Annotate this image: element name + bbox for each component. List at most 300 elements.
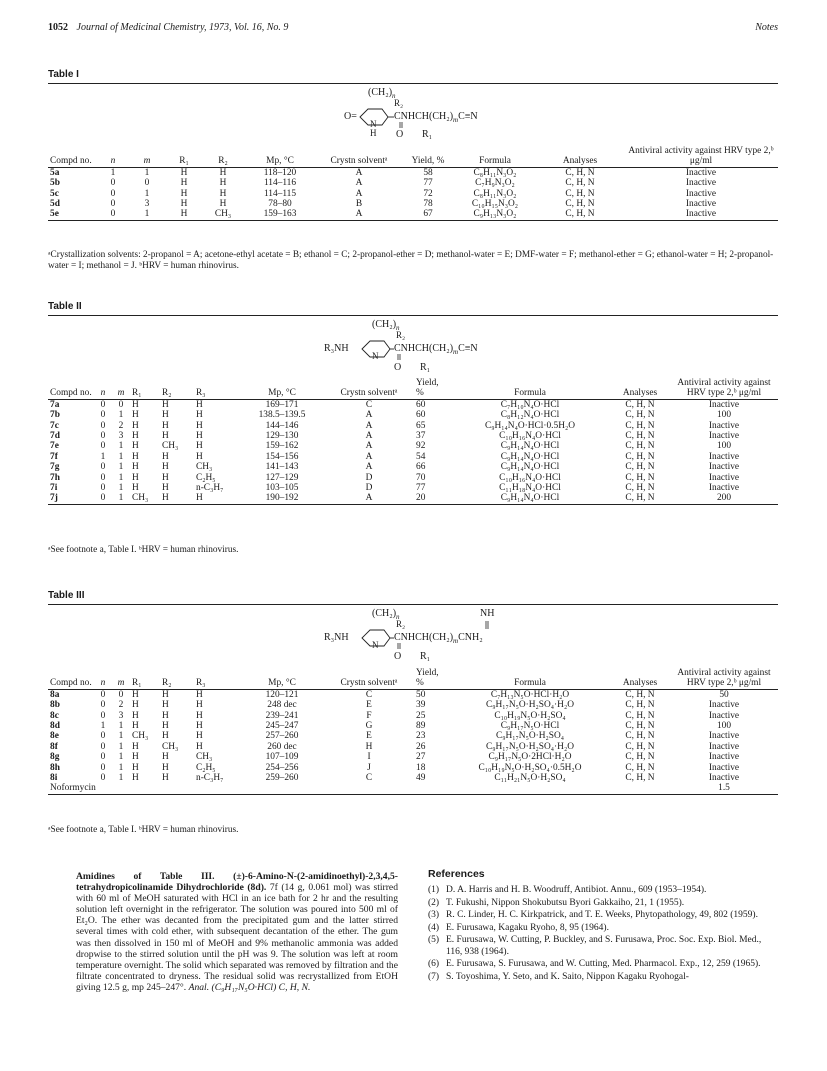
cell-activity: Inactive	[685, 199, 717, 210]
table1-h-label: H	[370, 128, 377, 138]
cell-r2: H	[162, 472, 169, 483]
cell-r2: H	[219, 199, 227, 210]
reference-number: (4)	[428, 922, 440, 933]
table-row	[48, 731, 778, 741]
table1-header-n: n	[98, 146, 128, 167]
cell-compd: 5a	[50, 167, 60, 178]
cell-formula: C₇H₁₃N₅O·HCl·H₂O	[490, 689, 570, 700]
cell-r1: H	[132, 689, 139, 700]
cell-analyses: C, H, N	[565, 167, 595, 178]
cell-activity: Inactive	[624, 209, 778, 220]
cell-solvent: A	[316, 209, 402, 220]
table3-top-rule	[48, 604, 778, 605]
cell-m: 1	[118, 752, 124, 763]
cell-yield: 77	[416, 483, 426, 494]
cell-compd: 8g	[50, 752, 60, 763]
reference-item	[428, 959, 778, 970]
table2-r3nh-label: R₃NH	[324, 343, 349, 354]
cell-compd: 7h	[50, 472, 60, 483]
cell-compd: 8c	[50, 710, 59, 721]
table-row	[48, 763, 778, 773]
reference-item	[428, 910, 778, 921]
cell-analyses: C, H, N	[565, 178, 595, 189]
cell-solvent: A	[365, 462, 373, 473]
cell-activity: 100	[716, 441, 732, 452]
cell-m: 1	[118, 741, 124, 752]
table-row	[48, 689, 778, 700]
table-row	[48, 711, 778, 721]
cell-mp: 144–146	[265, 420, 299, 431]
cell-activity: Inactive	[708, 472, 740, 483]
cell-activity: Inactive	[685, 167, 717, 178]
table1-header-compd: Compd no.	[48, 146, 98, 167]
cell-analyses: C, H, N	[610, 493, 670, 504]
cell-analyses: C, H, N	[565, 188, 595, 199]
references-heading: References	[428, 868, 485, 880]
table3-header-compd: Compd no.	[48, 668, 94, 689]
cell-formula: C₉H₁₇N₅O·HCl	[500, 721, 560, 732]
table1-header-m: m	[128, 146, 166, 167]
cell-r2: CH₃	[162, 441, 179, 452]
cell-yield: 92	[416, 441, 426, 452]
table1-header-yield: Yield, %	[402, 146, 454, 167]
cell-formula: C₇H₉N₃O₂	[475, 178, 515, 189]
table2-ring-n: N	[372, 351, 379, 361]
cell-m: 0	[144, 178, 150, 189]
table2-header-solvent: Crystn solventᵃ	[324, 378, 414, 399]
cell-yield: 72	[423, 188, 433, 199]
table-row	[48, 178, 778, 188]
table3-footnote: ᵃSee footnote a, Table I. ᵇHRV = human rhinovirus.	[48, 825, 239, 835]
cell-m: 1	[144, 167, 150, 178]
table1-header-r2: R₂	[202, 146, 244, 167]
table3-header-yield: Yield, %	[414, 668, 450, 689]
cell-r1: H	[132, 420, 139, 431]
cell-m: 3	[118, 431, 124, 442]
table2-header-analyses: Analyses	[610, 378, 670, 399]
table-row	[48, 189, 778, 199]
cell-formula: C₉H₁₇N₅O·2HCl·H₂O	[488, 752, 572, 763]
reference-number: (5)	[428, 935, 440, 946]
cell-m: 1	[128, 209, 166, 220]
cell-mp: 118–120	[263, 167, 297, 178]
cell-yield: 49	[416, 773, 426, 784]
cell-r1: H	[132, 451, 139, 462]
table3-header-activity: Antiviral activity against HRV type 2,ᵇ μg/ml	[670, 668, 778, 689]
table1-header-solvent: Crystn solventᵃ	[316, 146, 402, 167]
cell-r1: H	[180, 199, 188, 210]
cell-n: 0	[98, 209, 128, 220]
table-row	[48, 721, 778, 731]
cell-r2: H	[162, 420, 169, 431]
cell-r2: H	[162, 762, 169, 773]
cell-solvent: A	[365, 431, 373, 442]
cell-analyses: C, H, N	[625, 420, 655, 431]
cell-activity: Inactive	[708, 399, 740, 410]
cell-r2: H	[162, 710, 169, 721]
cell-n: 1	[110, 167, 116, 178]
cell-m: 1	[112, 493, 130, 504]
cell-r3: n-C₃H₇	[196, 483, 224, 494]
table1-r2-label: R₂	[394, 98, 404, 108]
cell-n: 0	[110, 178, 116, 189]
cell-solvent: E	[366, 700, 372, 711]
table1	[48, 146, 778, 221]
cell-mp: 259–260	[265, 773, 299, 784]
cell-compd: 7a	[50, 399, 60, 410]
cell-r2: H	[162, 431, 169, 442]
cell-solvent: D	[365, 483, 373, 494]
cell-compd: 7j	[48, 493, 94, 504]
cell-solvent: J	[367, 762, 371, 773]
cell-yield: 77	[423, 178, 433, 189]
table2-footnote: ᵃSee footnote a, Table I. ᵇHRV = human rhinovirus.	[48, 545, 239, 555]
cell-formula: C₉H₁₇N₅O·H₂SO₄·H₂O	[486, 741, 574, 752]
reference-item	[428, 935, 778, 957]
cell-solvent: A	[355, 178, 363, 189]
cell-r1: CH₃	[132, 731, 149, 742]
cell-r1: H	[132, 410, 139, 421]
experimental-analysis: Anal. (C₉H₁₇N₅O·HCl) C, H, N.	[188, 981, 311, 993]
cell-compd: Noformycin	[48, 783, 670, 794]
cell-n: 0	[94, 493, 112, 504]
page-number: 1052	[48, 22, 68, 33]
cell-yield: 23	[416, 731, 426, 742]
cell-n: 0	[100, 410, 106, 421]
cell-formula: C₉H₁₄N₄O·HCl·0.5H₂O	[484, 420, 576, 431]
cell-r1: H	[132, 431, 139, 442]
cell-m: 1	[118, 472, 124, 483]
cell-yield: 60	[416, 399, 426, 410]
cell-formula: C₉H₁₄N₄O·HCl	[500, 462, 560, 473]
cell-yield: 54	[416, 451, 426, 462]
cell-compd: 5b	[50, 178, 60, 189]
cell-analyses: C, H, N	[625, 689, 655, 700]
cell-yield: 89	[416, 721, 426, 732]
cell-r1: H	[132, 399, 139, 410]
cell-m: 1	[118, 441, 124, 452]
cell-compd: 8b	[50, 700, 60, 711]
cell-activity: Inactive	[708, 752, 740, 763]
cell-r3: H	[196, 431, 203, 442]
cell-yield: 66	[416, 462, 426, 473]
cell-formula: C₉H₁₄N₄O·HCl	[500, 441, 560, 452]
cell-formula: C₁₀H₁₅N₃O₂	[471, 199, 519, 210]
cell-analyses: C, H, N	[625, 710, 655, 721]
cell-analyses: C, H, N	[625, 472, 655, 483]
cell-activity: Inactive	[708, 731, 740, 742]
cell-formula: C₇H₁₀N₄O·HCl	[500, 399, 560, 410]
table2-chain-label: $CNHCH(CH_2)_mC\equiv N$	[394, 343, 478, 356]
cell-compd: 5e	[48, 209, 98, 220]
cell-r1: H	[180, 188, 188, 199]
cell-mp: 114–115	[263, 188, 297, 199]
cell-mp: 159–162	[265, 441, 299, 452]
cell-analyses: C, H, N	[625, 441, 655, 452]
table1-top-rule	[48, 83, 778, 84]
reference-text: T. Fukushi, Nippon Shokubutsu Byori Gakkaiho, 21, 1 (1955).	[446, 897, 685, 908]
cell-m: 2	[118, 700, 124, 711]
cell-formula: C₉H₁₃N₃O₂	[454, 209, 536, 220]
table3	[48, 668, 778, 795]
table1-header-analyses: Analyses	[536, 146, 624, 167]
table1-header-formula: Formula	[454, 146, 536, 167]
cell-r2: H	[162, 731, 169, 742]
table2-header-compd: Compd no.	[48, 378, 94, 399]
cell-r2: H	[162, 689, 169, 700]
cell-r3: H	[196, 410, 203, 421]
cell-activity: Inactive	[708, 710, 740, 721]
cell-compd: 7d	[50, 431, 60, 442]
cell-solvent: E	[366, 731, 372, 742]
cell-r1: H	[132, 773, 139, 784]
cell-r3: CH₃	[196, 462, 213, 473]
reference-item	[428, 923, 778, 934]
cell-r3: H	[194, 493, 240, 504]
table3-header-r2: R₂	[160, 668, 194, 689]
cell-compd: 8f	[50, 741, 58, 752]
cell-r1: H	[132, 710, 139, 721]
cell-activity: 50	[719, 689, 729, 700]
cell-n: 0	[100, 483, 106, 494]
cell-n: 0	[100, 752, 106, 763]
table2-structure	[322, 318, 542, 380]
cell-r3: H	[196, 399, 203, 410]
table-row	[48, 493, 778, 504]
cell-r2: H	[162, 752, 169, 763]
cell-mp: 154–156	[265, 451, 299, 462]
table-row	[48, 167, 778, 178]
cell-solvent: H	[365, 741, 373, 752]
cell-mp: 190–192	[240, 493, 324, 504]
cell-analyses: C, H, N	[536, 209, 624, 220]
table3-header-mp: Mp, °C	[240, 668, 324, 689]
table3-header-r3: R₃	[194, 668, 240, 689]
table2-header-r1: R₁	[130, 378, 160, 399]
cell-yield: 37	[416, 431, 426, 442]
cell-compd: 8h	[50, 762, 60, 773]
cell-r1: H	[132, 762, 139, 773]
table-row	[48, 431, 778, 441]
cell-yield: 67	[402, 209, 454, 220]
cell-compd: 7e	[50, 441, 59, 452]
cell-r1: H	[132, 472, 139, 483]
cell-r2: H	[162, 410, 169, 421]
cell-r2: H	[162, 700, 169, 711]
table3-r2-label: R₂	[396, 619, 406, 629]
table2-header-mp: Mp, °C	[240, 378, 324, 399]
cell-analyses: C, H, N	[625, 483, 655, 494]
cell-solvent: A	[365, 441, 373, 452]
cell-n: 0	[100, 731, 106, 742]
cell-activity: Inactive	[685, 178, 717, 189]
cell-r2: H	[219, 167, 227, 178]
cell-mp: 138.5–139.5	[258, 410, 306, 421]
cell-r3: C₂H₅	[196, 762, 216, 773]
cell-r3: CH₃	[196, 752, 213, 763]
reference-number: (2)	[428, 897, 440, 908]
cell-m: 1	[118, 762, 124, 773]
cell-solvent: D	[365, 472, 373, 483]
cell-solvent: A	[365, 451, 373, 462]
table3-title: Table III	[48, 590, 85, 601]
cell-activity: Inactive	[708, 483, 740, 494]
cell-compd: 7i	[50, 483, 58, 494]
cell-n: 0	[100, 762, 106, 773]
table3-header-formula: Formula	[450, 668, 610, 689]
cell-solvent: B	[355, 199, 363, 210]
table2-header-activity: Antiviral activity against HRV type 2,ᵇ μg/ml	[670, 378, 778, 399]
cell-formula: C₉H₁₇N₅O·H₂SO₄·H₂O	[486, 700, 574, 711]
cell-compd: 5d	[50, 199, 60, 210]
cell-n: 0	[100, 741, 106, 752]
cell-r3: H	[196, 721, 203, 732]
table-row	[48, 773, 778, 783]
table2-header-r2: R₂	[160, 378, 194, 399]
cell-yield: 25	[416, 710, 426, 721]
cell-r2: H	[219, 178, 227, 189]
table-row	[48, 462, 778, 472]
cell-compd: 5c	[50, 188, 59, 199]
page-header	[48, 22, 778, 38]
cell-solvent: I	[367, 752, 371, 763]
table2-header-r3: R₃	[194, 378, 240, 399]
cell-mp: 159–163	[244, 209, 316, 220]
cell-mp: 245–247	[265, 721, 299, 732]
cell-yield: 26	[416, 741, 426, 752]
table2	[48, 378, 778, 505]
cell-mp: 107–109	[265, 752, 299, 763]
cell-r3: H	[196, 700, 203, 711]
cell-r1: H	[132, 721, 139, 732]
cell-mp: 141–143	[265, 462, 299, 473]
cell-yield: 18	[416, 762, 426, 773]
cell-r2: H	[162, 773, 169, 784]
table3-o-label: O	[394, 651, 402, 662]
reference-number: (3)	[428, 910, 440, 921]
cell-r1: H	[132, 741, 139, 752]
table-row	[48, 452, 778, 462]
reference-text: E. Furusawa, S. Furusawa, and W. Cutting, Med. Pharmacol. Exp., 12, 259 (1965).	[446, 959, 761, 970]
cell-compd: 8e	[50, 731, 59, 742]
cell-r3: H	[196, 451, 203, 462]
cell-n: 0	[100, 431, 106, 442]
cell-r1: H	[132, 752, 139, 763]
cell-r1: H	[132, 441, 139, 452]
table-row	[48, 410, 778, 420]
cell-solvent: C	[365, 773, 373, 784]
table1-ch2-label: $(CH_2)_n$	[368, 87, 396, 100]
cell-compd: 8i	[50, 773, 58, 784]
cell-formula: C₉H₁₄N₄O·HCl	[450, 493, 610, 504]
cell-r1: H	[132, 700, 139, 711]
cell-activity: Inactive	[708, 451, 740, 462]
cell-formula: C₉H₁₇N₅O·H₂SO₄	[495, 731, 565, 742]
cell-yield: 65	[416, 420, 426, 431]
cell-mp: 260 dec	[267, 741, 297, 752]
reference-text: E. Furusawa, Kagaku Ryoho, 8, 95 (1964).	[446, 922, 609, 933]
reference-text: D. A. Harris and H. B. Woodruff, Antibiot. Annu., 609 (1953–1954).	[446, 885, 707, 896]
table1-header-r1: R₁	[166, 146, 202, 167]
cell-formula: C₁₀H₁₆N₄O·HCl	[499, 431, 561, 442]
cell-m: 1	[118, 451, 124, 462]
table-row	[48, 421, 778, 431]
table1-header-activity: Antiviral activity against HRV type 2,ᵇ μg/ml	[624, 146, 778, 167]
experimental-heading: Amidines of Table III. (±)-6-Amino-N-(2-amidinoethyl)-2,3,4,5-tetrahydropicolinamide Dihydrochloride (8d).	[76, 871, 398, 894]
cell-n: 0	[100, 700, 106, 711]
table3-r3nh-label: R₃NH	[324, 632, 349, 643]
reference-number: (1)	[428, 885, 440, 896]
cell-analyses: C, H, N	[625, 410, 655, 421]
table-row-noformycin	[48, 783, 778, 794]
reference-number: (6)	[428, 959, 440, 970]
cell-mp: 254–256	[265, 762, 299, 773]
reference-item	[428, 885, 778, 896]
cell-activity: 200	[670, 493, 778, 504]
cell-m: 1	[118, 721, 124, 732]
cell-solvent: A	[355, 188, 363, 199]
cell-r3: H	[196, 710, 203, 721]
cell-n: 0	[100, 441, 106, 452]
cell-n: 0	[110, 199, 116, 210]
cell-analyses: C, H, N	[565, 199, 595, 210]
cell-solvent: A	[324, 493, 414, 504]
cell-m: 1	[118, 483, 124, 494]
cell-mp: 169–171	[265, 399, 299, 410]
table-row	[48, 209, 778, 220]
cell-activity: Inactive	[708, 773, 740, 784]
table3-header-solvent: Crystn solventᵃ	[324, 668, 414, 689]
cell-mp: 127–129	[265, 472, 299, 483]
cell-r2: H	[162, 483, 169, 494]
cell-yield: 27	[416, 752, 426, 763]
table2-r1-label: R₁	[420, 362, 431, 373]
cell-formula: C₁₀H₁₉N₅O·H₂SO₄	[494, 710, 566, 721]
table-row	[48, 473, 778, 483]
cell-analyses: C, H, N	[625, 741, 655, 752]
cell-analyses: C, H, N	[625, 431, 655, 442]
table3-structure	[322, 607, 562, 669]
cell-analyses: C, H, N	[625, 731, 655, 742]
cell-r3: n-C₃H₇	[196, 773, 224, 784]
table-row	[48, 441, 778, 451]
cell-compd: 8d	[50, 721, 60, 732]
cell-n: 1	[100, 721, 106, 732]
cell-formula: C₈H₁₁N₃O₂	[473, 167, 517, 178]
table-row	[48, 399, 778, 410]
section-label: Notes	[755, 22, 778, 33]
cell-r3: H	[196, 741, 203, 752]
table-row	[48, 199, 778, 209]
cell-mp: 103–105	[265, 483, 299, 494]
cell-n: 0	[100, 472, 106, 483]
table-row	[48, 483, 778, 493]
table3-ch2-label: $(CH_2)_n$	[372, 608, 400, 621]
cell-n: 0	[100, 710, 106, 721]
table1-title: Table I	[48, 69, 79, 80]
cell-compd: 8a	[50, 689, 60, 700]
reference-number: (7)	[428, 971, 440, 982]
cell-m: 1	[144, 188, 150, 199]
table2-top-rule	[48, 315, 778, 316]
cell-n: 0	[110, 188, 116, 199]
cell-r2: H	[162, 451, 169, 462]
cell-compd: 7f	[50, 451, 58, 462]
cell-mp: 239–241	[265, 710, 299, 721]
cell-n: 0	[100, 462, 106, 473]
table3-r1-label: R₁	[420, 651, 431, 662]
cell-mp: 78–80	[268, 199, 292, 210]
